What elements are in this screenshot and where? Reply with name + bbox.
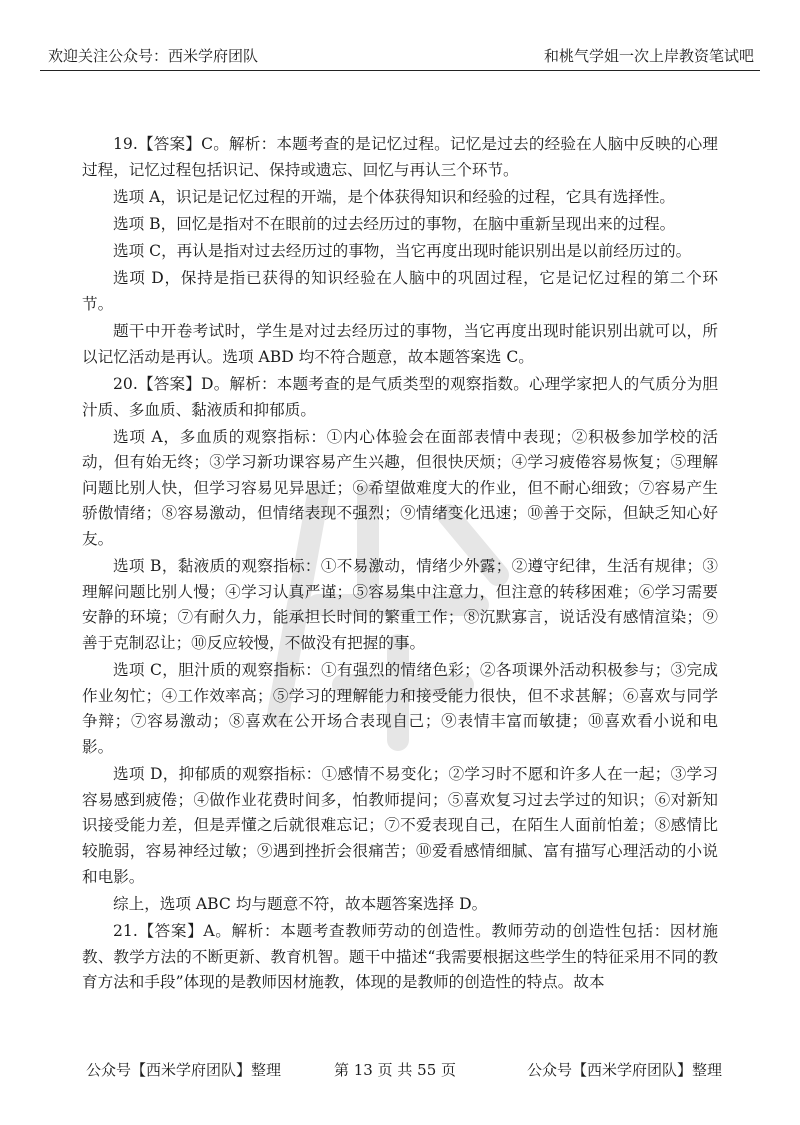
document-body <box>82 132 718 997</box>
paragraph-q19-option-b: 选项 B，回忆是指对不在眼前的过去经历过的事物，在脑中重新呈现出来的过程。 <box>113 214 676 233</box>
paragraph-q21-answer: 21.【答案】A。解析：本题考查教师劳动的创造性。教师劳动的创造性包括：因材施教、教学方法的不断更新、教育机智。题干中描述“我需要根据这些学生的特征采用不同的教育方法和手段”体现的是教师因材施教，体现的是教师的创造性的特点。故本 <box>82 921 718 992</box>
paragraph-q19-conclusion: 题干中开卷考试时，学生是对过去经历过的事物，当它再度出现时能识别出就可以，所以记忆活动是再认。选项 ABD 均不符合题意，故本题答案选 C。 <box>82 322 718 366</box>
paragraph-q19-option-d: 选项 D，保持是指已获得的知识经验在人脑中的巩固过程，它是记忆过程的第二个环节。 <box>82 269 718 313</box>
paragraph-q20-option-d: 选项 D，抑郁质的观察指标：①感情不易变化；②学习时不愿和许多人在一起；③学习容易感到疲倦；④做作业花费时间多，怕教师提问；⑤喜欢复习过去学过的知识；⑥对新知识接受能力差，但是弄懂之后就很难忘记；⑦不爱表现自己，在陌生人面前怕羞；⑧感情比较脆弱，容易神经过敏；⑨遇到挫折会很痛苦；⑩爱看感情细腻、富有描写心理活动的小说和电影。 <box>82 765 718 886</box>
paragraph-q19-option-c: 选项 C，再认是指对过去经历过的事物，当它再度出现时能识别出是以前经历过的。 <box>113 242 692 261</box>
paragraph-q20-conclusion: 综上，选项 ABC 均与题意不符，故本题答案选择 D。 <box>113 894 488 913</box>
paragraph-q19-option-a: 选项 A，识记是记忆过程的开端，是个体获得知识和经验的过程，它具有选择性。 <box>113 187 675 206</box>
paragraph-q20-answer: 20.【答案】D。解析：本题考查的是气质类型的观察指数。心理学家把人的气质分为胆汁质、多血质、黏液质和抑郁质。 <box>82 374 718 419</box>
paragraph-q20-option-a: 选项 A，多血质的观察指标：①内心体验会在面部表情中表现；②积极参加学校的活动，但有始无终；③学习新功课容易产生兴趣，但很快厌烦；④学习疲倦容易恢复；⑤理解问题比别人快，但学习容易见异思迁；⑥希望做难度大的作业，但不耐心细致；⑦容易产生骄傲情绪；⑧容易激动，但情绪表现不强烈；⑨情绪变化迅速；⑩善于交际，但缺乏知心好友。 <box>82 427 718 549</box>
page-footer <box>80 1059 722 1083</box>
page-header <box>40 40 760 71</box>
paragraph-q20-option-b: 选项 B，黏液质的观察指标：①不易激动，情绪少外露；②遵守纪律，生活有规律；③理解问题比别人慢；④学习认真严谨；⑤容易集中注意力，但注意的转移困难；⑥学习需要安静的环境；⑦有耐久力，能承担长时间的繁重工作；⑧沉默寡言，说话没有感情渲染；⑨善于克制忍让；⑩反应较慢，不做没有把握的事。 <box>82 557 718 653</box>
paragraph-q20-option-c: 选项 C，胆汁质的观察指标：①有强烈的情绪色彩；②各项课外活动积极参与；③完成作业匆忙；④工作效率高；⑤学习的理解能力和接受能力很快，但不求甚解；⑥喜欢与同学争辩；⑦容易激动；⑧喜欢在公开场合表现自己；⑨表情丰富而敏捷；⑩喜欢看小说和电影。 <box>82 661 718 756</box>
header-right-text: 和桃气学姐一次上岸教资笔试吧 <box>543 47 754 65</box>
paragraph-q19-answer: 19.【答案】C。解析：本题考查的是记忆过程。记忆是过去的经验在人脑中反映的心理过程，记忆过程包括识记、保持或遗忘、回忆与再认三个环节。 <box>82 135 718 179</box>
page-number: 第 13 页 共 55 页 <box>334 1061 457 1079</box>
footer-left-text: 公众号【西米学府团队】整理 <box>86 1061 282 1079</box>
header-left-text: 欢迎关注公众号：西米学府团队 <box>48 47 259 65</box>
footer-right-text: 公众号【西米学府团队】整理 <box>526 1061 722 1079</box>
